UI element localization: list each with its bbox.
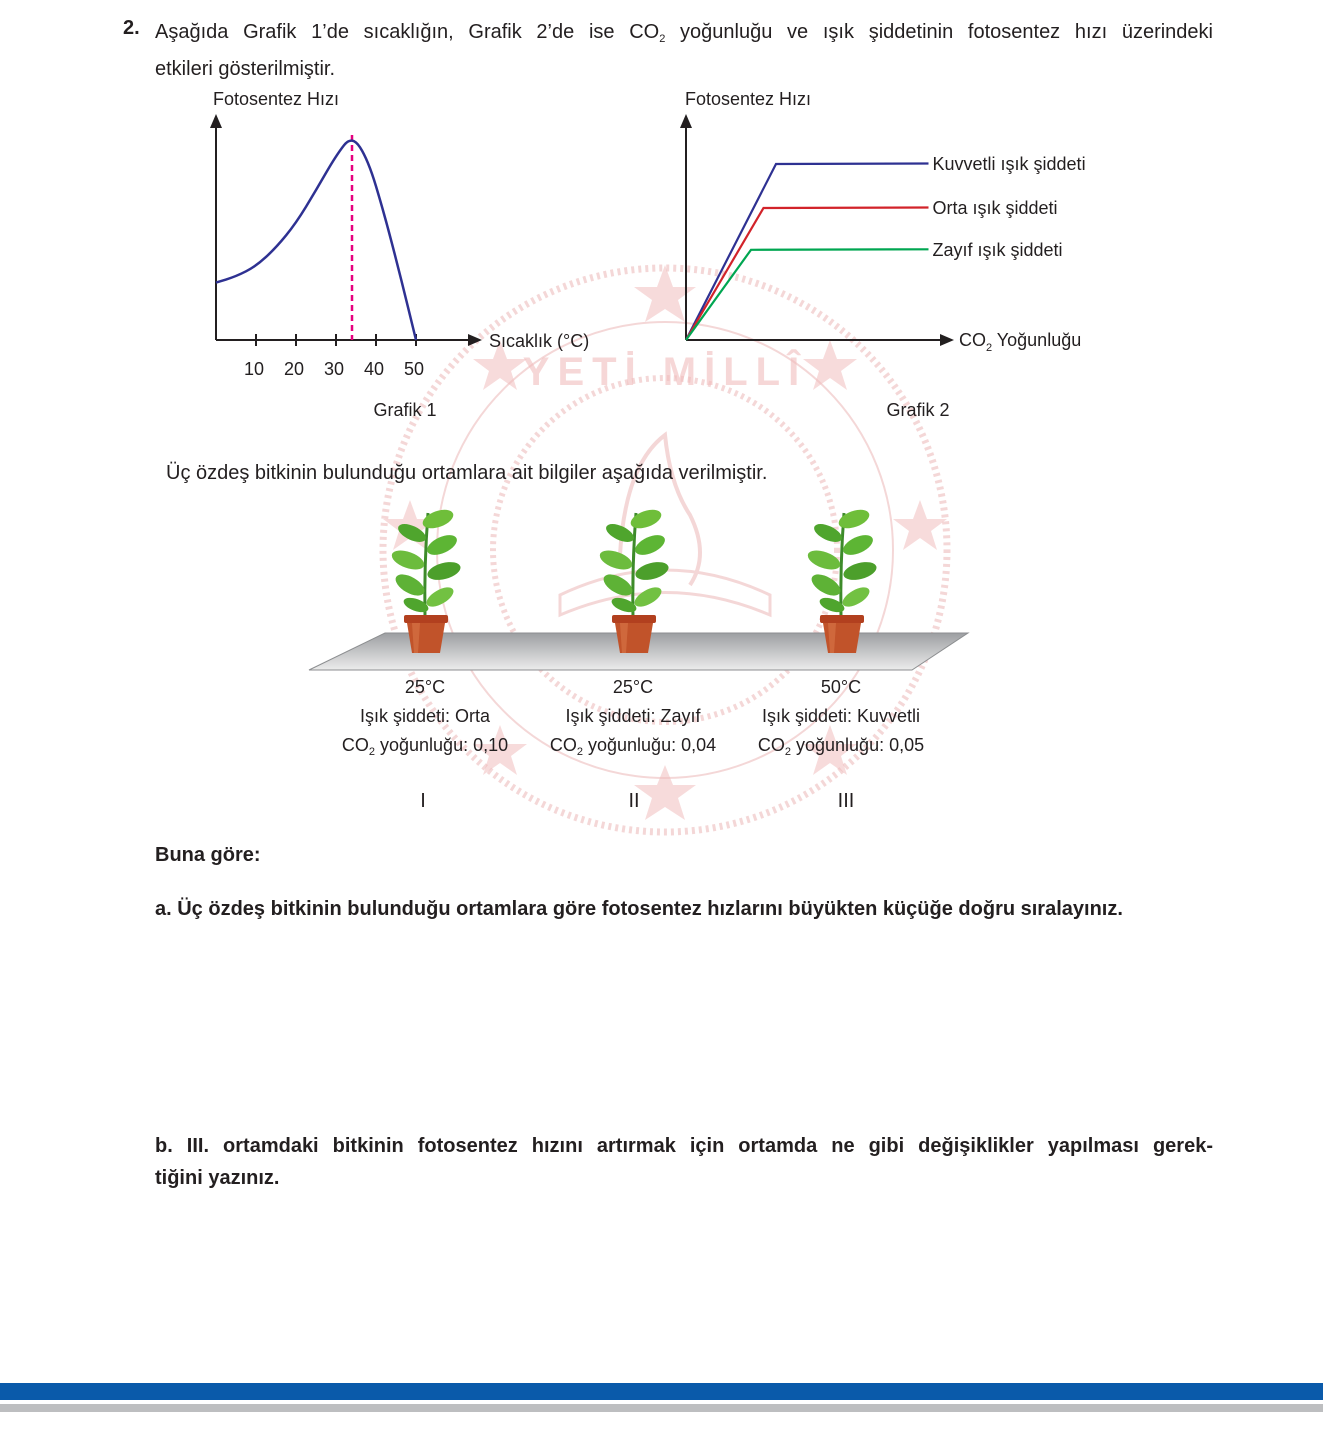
graph2-xlabel: $CO_2$ Yoğunluğu — [959, 330, 1082, 354]
environment-2 — [523, 673, 743, 767]
question-part-a: a. Üç özdeş bitkinin bulunduğu ortamlara göre fotosentez hızlarını büyükten küçüğe doğru sıralayınız. — [155, 898, 1123, 920]
question-text: Aşağıda Grafik 1’de sıcaklığın, Grafik 2’de ise $CO_2$ yoğunluğu ve ışık şiddetinin fotosentez hızı üzerindeki etkileri gösterilmiştir. — [155, 21, 1213, 80]
question-number: 2. — [123, 17, 140, 39]
roman-label-2: II — [628, 790, 640, 812]
env1-temperature: 25°C — [404, 677, 446, 697]
graph2-series-line-1 — [686, 164, 929, 341]
plant-1 — [382, 505, 472, 660]
graph1-tick-label-10: 10 — [243, 359, 265, 379]
env3-co2: $CO_2$ yoğunluğu: 0,05 — [757, 735, 925, 758]
graph2-x-arrow — [940, 334, 954, 346]
graph2-series-line-3 — [686, 249, 929, 340]
graph2-ylabel: Fotosentez Hızı — [685, 89, 812, 109]
graph2-series-line-2 — [686, 208, 929, 341]
plant-3 — [798, 505, 888, 660]
graph1-tick-label-20: 20 — [283, 359, 305, 379]
graph1-tick-label-40: 40 — [363, 359, 385, 379]
environment-1 — [315, 673, 535, 767]
svg-text:YETİ MİLLÎ: YETİ MİLLÎ — [522, 350, 808, 394]
env2-temperature: 25°C — [612, 677, 654, 697]
graph2-series-label-2: Orta ışık şiddeti — [932, 198, 1058, 218]
env1-light: Işık şiddeti: Orta — [359, 706, 491, 726]
graph1-y-arrow — [210, 114, 222, 128]
graph1-tick-label-30: 30 — [323, 359, 345, 379]
graph1-x-arrow — [468, 334, 482, 346]
env2-co2: $CO_2$ yoğunluğu: 0,04 — [549, 735, 717, 758]
footer-blue-band — [0, 1383, 1323, 1400]
graph-2 — [670, 80, 1120, 430]
footer-grey-band — [0, 1404, 1323, 1412]
buna-gore: Buna göre: — [155, 844, 261, 866]
plant-2 — [590, 505, 680, 660]
graph2-series-label-3: Zayıf ışık şiddeti — [932, 239, 1063, 260]
intro-text: Üç özdeş bitkinin bulunduğu ortamlara ait bilgiler aşağıda verilmiştir. — [166, 462, 768, 484]
environment-3 — [731, 673, 951, 767]
graph2-series-label-1: Kuvvetli ışık şiddeti — [932, 154, 1086, 174]
graph1-ylabel: Fotosentez Hızı — [213, 89, 340, 109]
graph1-title: Grafik 1 — [373, 400, 437, 420]
roman-label-1: I — [420, 790, 426, 812]
graph-1 — [200, 80, 620, 430]
question-part-b: b. III. ortamdaki bitkinin fotosentez hızını artırmak için ortamda ne gibi değişiklikler yapılması gerek- tiğini yazınız. — [155, 1135, 1213, 1189]
graph2-title: Grafik 2 — [886, 400, 950, 420]
env2-light: Işık şiddeti: Zayıf — [565, 706, 701, 726]
env3-temperature: 50°C — [820, 677, 862, 697]
graph2-y-arrow — [680, 114, 692, 128]
roman-label-3: III — [837, 790, 855, 812]
graph1-tick-label-50: 50 — [403, 359, 425, 379]
env1-co2: $CO_2$ yoğunluğu: 0,10 — [341, 735, 509, 758]
env3-light: Işık şiddeti: Kuvvetli — [761, 706, 921, 726]
graph1-xlabel: Sıcaklık (°C) — [489, 331, 590, 351]
graph1-curve — [216, 141, 416, 340]
